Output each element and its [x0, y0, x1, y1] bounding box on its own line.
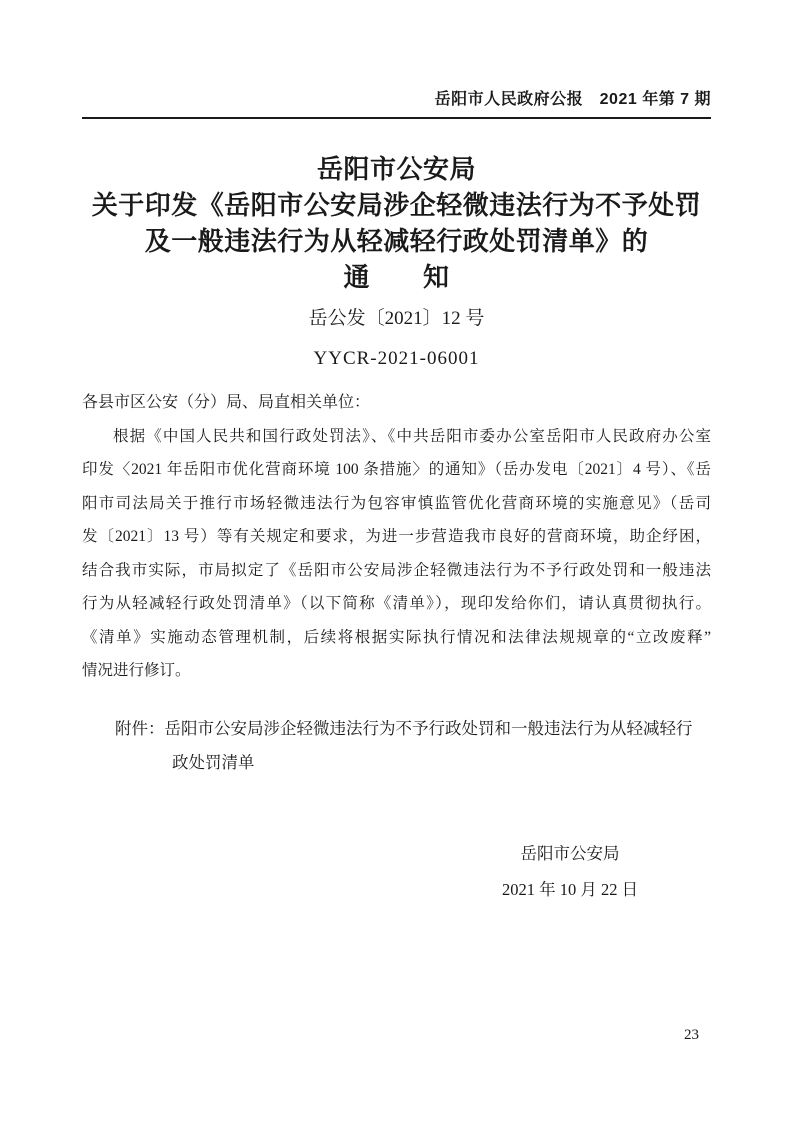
- signature-date: 2021 年 10 月 22 日: [501, 879, 639, 899]
- signature-block: [450, 836, 690, 908]
- document-number: 岳公发〔2021〕12 号: [308, 308, 485, 329]
- salutation: 各县市区公安（分）局、局直相关单位：: [82, 394, 371, 411]
- attachment-line: 政处罚清单: [172, 752, 255, 772]
- title-line-4: 通 知: [343, 263, 450, 292]
- body-line: 发〔2021〕13 号）等有关规定和要求，为进一步营造我市良好的营商环境，助企纾困，: [82, 528, 711, 545]
- body-paragraph: [82, 420, 711, 688]
- body-line: 情况进行修订。: [82, 662, 191, 679]
- body-line: 阳市司法局关于推行市场轻微违法行为包容审慎监管优化营商环境的实施意见》（岳司: [82, 494, 711, 512]
- document-title: [82, 152, 711, 296]
- body-line: 结合我市实际，市局拟定了《岳阳市公安局涉企轻微违法行为不予行政处罚和一般违法: [82, 561, 711, 579]
- attachment-note: [82, 712, 711, 780]
- document-code: YYCR-2021-06001: [313, 348, 480, 369]
- title-line-3: 及一般违法行为从轻减轻行政处罚清单》的: [144, 227, 649, 256]
- body-line: 《清单》实施动态管理机制，后续将根据实际执行情况和法律法规规章的“立改废释”: [82, 628, 711, 646]
- title-line-2: 关于印发《岳阳市公安局涉企轻微违法行为不予处罚: [91, 191, 702, 220]
- body-line: 印发〈2021 年岳阳市优化营商环境 100 条措施〉的通知》（岳办发电〔2021〕4 号）、《岳: [82, 461, 711, 478]
- title-line-1: 岳阳市公安局: [316, 155, 476, 184]
- signature-organization: 岳阳市公安局: [520, 843, 620, 863]
- gazette-header: 岳阳市人民政府公报 2021 年第 7 期: [82, 90, 711, 119]
- body-line: 行为从轻减轻行政处罚清单》（以下简称《清单》），现印发给你们，请认真贯彻执行。: [82, 595, 711, 612]
- page-number: 23: [684, 1027, 699, 1043]
- attachment-line: 附件：岳阳市公安局涉企轻微违法行为不予行政处罚和一般违法行为从轻减轻行: [115, 718, 693, 738]
- body-line: 根据《中国人民共和国行政处罚法》、《中共岳阳市委办公室岳阳市人民政府办公室: [113, 427, 711, 445]
